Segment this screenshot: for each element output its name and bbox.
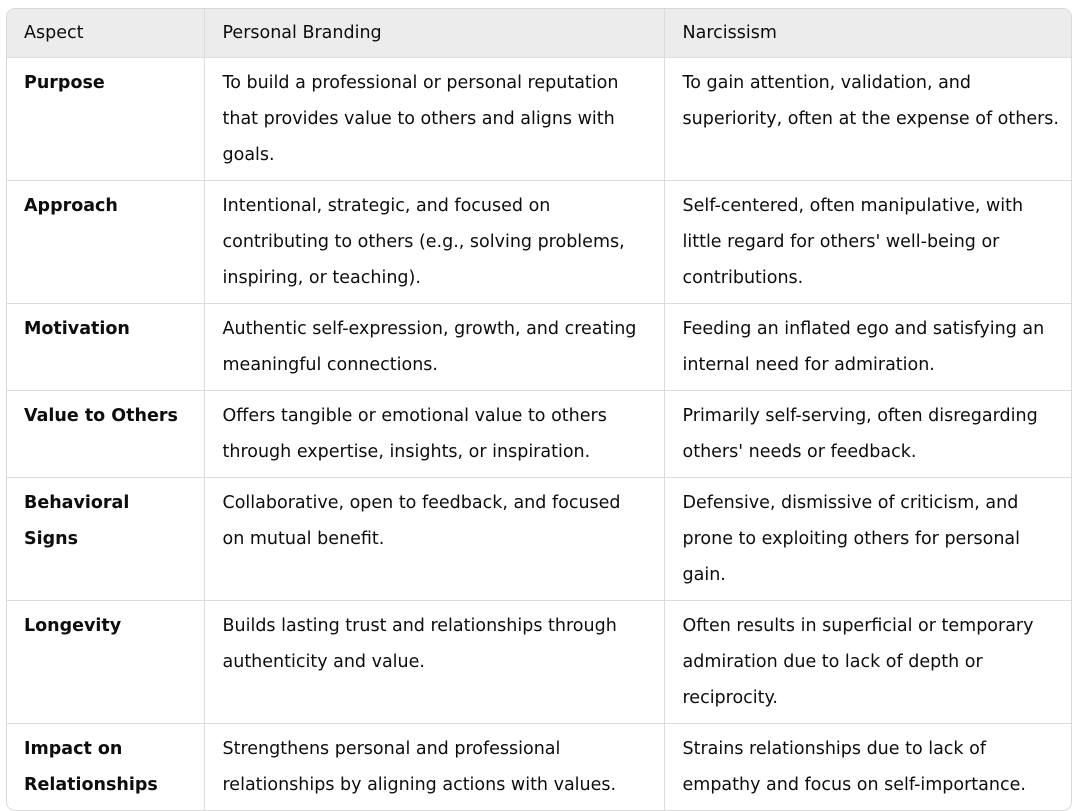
narcissism-cell: Self-centered, often manipulative, with little regard for others' well-being or contributions.	[664, 181, 1071, 304]
personal-branding-cell: Collaborative, open to feedback, and focused on mutual benefit.	[204, 478, 664, 601]
comparison-table-container	[6, 8, 1072, 811]
narcissism-cell: Feeding an inflated ego and satisfying an internal need for admiration.	[664, 304, 1071, 391]
table-row	[7, 391, 1071, 478]
table-row	[7, 601, 1071, 724]
personal-branding-cell: Authentic self-expression, growth, and creating meaningful connections.	[204, 304, 664, 391]
personal-branding-cell: Offers tangible or emotional value to others through expertise, insights, or inspiration.	[204, 391, 664, 478]
header-aspect: Aspect	[7, 9, 204, 58]
narcissism-cell: Primarily self-serving, often disregarding others' needs or feedback.	[664, 391, 1071, 478]
table-row	[7, 304, 1071, 391]
table-row	[7, 181, 1071, 304]
personal-branding-cell: Intentional, strategic, and focused on contributing to others (e.g., solving problems, inspiring, or teaching).	[204, 181, 664, 304]
header-personal-branding: Personal Branding	[204, 9, 664, 58]
header-row	[7, 9, 1071, 58]
table-row	[7, 724, 1071, 811]
aspect-cell: Purpose	[7, 58, 204, 181]
table-header	[7, 9, 1071, 58]
narcissism-cell: Often results in superficial or temporary admiration due to lack of depth or reciprocity.	[664, 601, 1071, 724]
table-row	[7, 478, 1071, 601]
narcissism-cell: Defensive, dismissive of criticism, and prone to exploiting others for personal gain.	[664, 478, 1071, 601]
personal-branding-cell: Builds lasting trust and relationships through authenticity and value.	[204, 601, 664, 724]
narcissism-cell: To gain attention, validation, and superiority, often at the expense of others.	[664, 58, 1071, 181]
comparison-table	[7, 9, 1071, 810]
narcissism-cell: Strains relationships due to lack of empathy and focus on self-importance.	[664, 724, 1071, 811]
table-row	[7, 58, 1071, 181]
table-body	[7, 58, 1071, 811]
aspect-cell: Behavioral Signs	[7, 478, 204, 601]
aspect-cell: Impact on Relationships	[24, 739, 158, 795]
aspect-cell: Longevity	[7, 601, 204, 724]
personal-branding-cell: Strengthens personal and professional relationships by aligning actions with values.	[204, 724, 664, 811]
aspect-cell: Value to Others	[7, 391, 204, 478]
personal-branding-cell: To build a professional or personal reputation that provides value to others and aligns with goals.	[204, 58, 664, 181]
aspect-cell: Motivation	[7, 304, 204, 391]
header-narcissism: Narcissism	[664, 9, 1071, 58]
aspect-cell: Approach	[7, 181, 204, 304]
